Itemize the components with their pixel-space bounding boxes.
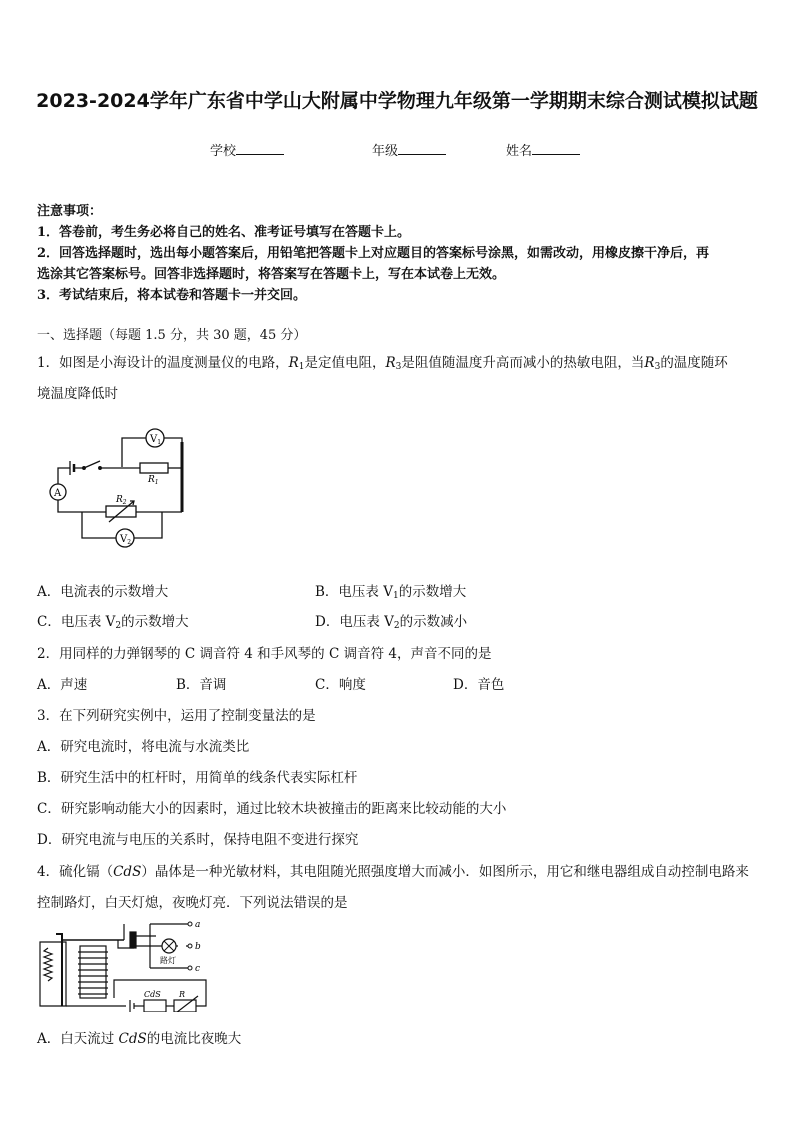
q3-option-d[interactable]: D．研究电流与电压的关系时，保持电阻不变进行探究 (37, 832, 359, 848)
terminal-b-label: b (195, 942, 201, 952)
svg-text:V1: $V_1$ (150, 434, 162, 446)
r-label: R (179, 990, 186, 999)
cds-label: CdS (144, 990, 161, 999)
q4-stem-line-2: 控制路灯，白天灯熄，夜晚灯亮．下列说法错误的是 (37, 895, 348, 911)
ammeter-icon (50, 484, 66, 500)
q4-stem-line-1: 4．硫化镉（CdS）晶体是一种光敏材料，其电阻随光照强度增大而减小．如图所示，用它和继电器组成自动控制电路来 (37, 864, 749, 880)
q1-stem-line-2: 境温度降低时 (37, 386, 118, 402)
q1-option-d[interactable]: D．电压表 $V_2$的示数减小 (315, 614, 468, 631)
q3-option-c[interactable]: C．研究影响动能大小的因素时，通过比较木块被撞击的距离来比较动能的大小 (37, 801, 507, 817)
r1-label: $R_1$ (148, 475, 159, 486)
q4-option-a[interactable]: A．白天流过 CdS的电流比夜晚大 (37, 1031, 242, 1047)
q1-circuit-diagram (40, 424, 200, 556)
q3-option-a[interactable]: A．研究电流时，将电流与水流类比 (37, 739, 250, 755)
q2-option-d[interactable]: D．音色 (453, 677, 505, 693)
voltmeter-v2-icon (116, 529, 134, 547)
q1-option-a[interactable]: A．电流表的示数增大 (37, 584, 169, 600)
q2-stem: 2．用同样的力弹钢琴的 C 调音符 4 和手风琴的 C 调音符 4，声音不同的是 (37, 646, 492, 662)
svg-text:V2: $V_2$ (120, 534, 132, 546)
notice-heading: 注意事项： (37, 204, 103, 219)
terminal-a-label: a (195, 920, 201, 930)
q2-option-b[interactable]: B．音调 (176, 677, 227, 693)
grade-field[interactable]: 年级 (372, 140, 446, 159)
notice-item-2-line-2: 选涂其它答案标号。回答非选择题时，将答案写在答题卡上，写在本试卷上无效。 (37, 267, 506, 282)
q4-relay-circuit-diagram (38, 918, 214, 1012)
r2-label: $R_2$ (116, 495, 127, 506)
q3-option-b[interactable]: B．研究生活中的杠杆时，用简单的线条代表实际杠杆 (37, 770, 358, 786)
q3-stem: 3．在下列研究实例中，运用了控制变量法的是 (37, 708, 316, 724)
q2-option-c[interactable]: C．响度 (315, 677, 366, 693)
notice-item-3: 3．考试结束后，将本试卷和答题卡一并交回。 (37, 288, 307, 303)
section-heading: 一、选择题（每题 1.5 分，共 30 题，45 分） (37, 328, 307, 343)
voltmeter-v1-icon (146, 429, 164, 447)
lamp-icon (162, 939, 176, 953)
page-title: 2023-2024学年广东省中学山大附属中学物理九年级第一学期期末综合测试模拟试题 (36, 90, 758, 112)
notice-item-1: 1．答卷前，考生务必将自己的姓名、准考证号填写在答题卡上。 (37, 225, 411, 240)
notice-item-2-line-1: 2．回答选择题时，选出每小题答案后，用铅笔把答题卡上对应题目的答案标号涂黑，如需改动，用橡皮擦干净后，再 (37, 246, 710, 261)
q1-option-b[interactable]: B．电压表 $V_1$的示数增大 (315, 584, 467, 601)
q1-stem-line-1: 1．如图是小海设计的温度测量仪的电路，$R_1$是定值电阻，$R_3$是阻值随温度升高而减小的热敏电阻，当$R_3$的温度随环 (37, 355, 728, 372)
name-field[interactable]: 姓名 (506, 140, 580, 159)
lamp-label: 路灯 (160, 956, 176, 965)
q1-option-c[interactable]: C．电压表 $V_2$的示数增大 (37, 614, 189, 631)
svg-text:A: A (54, 488, 62, 499)
q2-option-a[interactable]: A．声速 (37, 677, 88, 693)
terminal-c-label: c (195, 964, 201, 974)
school-field[interactable]: 学校 (210, 140, 284, 159)
